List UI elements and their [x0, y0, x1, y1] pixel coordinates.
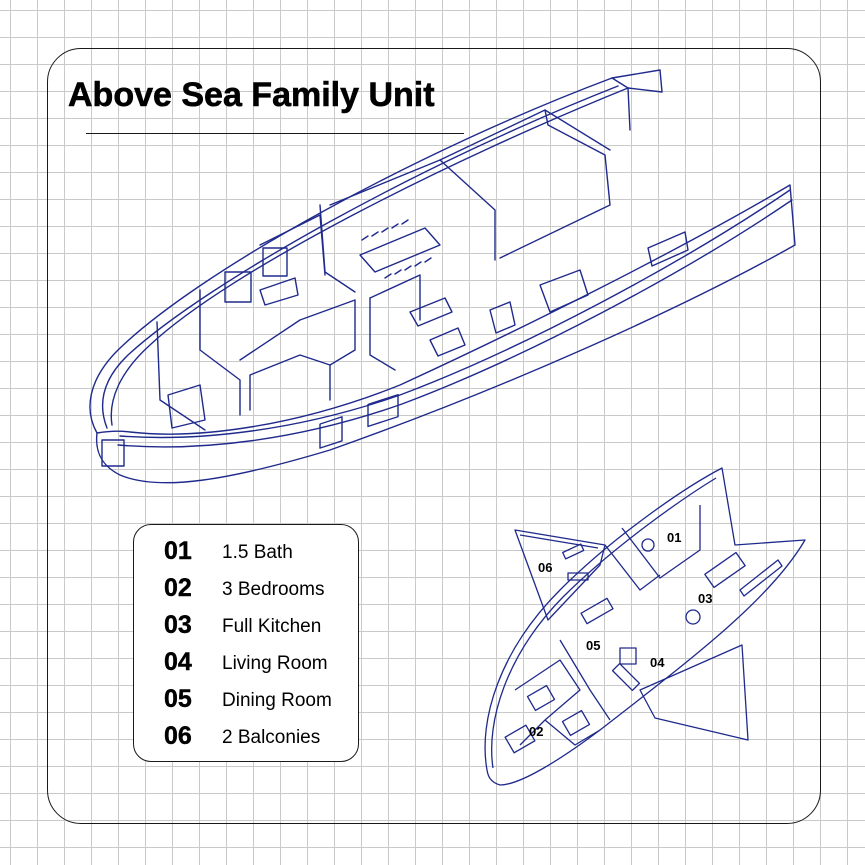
plan-bath-fixture	[642, 539, 654, 551]
plan-dining-table	[581, 598, 613, 623]
plan-label-dining: 05	[586, 638, 601, 653]
plan-bed-2	[527, 686, 554, 711]
plan-kitchen-island	[705, 553, 745, 588]
plan-label-balconies: 06	[538, 560, 553, 575]
plan-label-kitchen: 03	[698, 591, 713, 606]
legend-label: Living Room	[222, 653, 328, 674]
plan-wall-3	[560, 640, 610, 720]
plan-label-bedrooms: 02	[529, 724, 544, 739]
plan-label-bath: 01	[667, 530, 682, 545]
page-title: Above Sea Family Unit	[68, 76, 435, 114]
plan-wall-2	[622, 505, 700, 578]
legend-number: 06	[164, 722, 192, 750]
legend-label: 1.5 Bath	[222, 542, 293, 563]
plan-table	[620, 648, 636, 664]
plan-wall-5	[545, 720, 600, 745]
plan-label-living: 04	[650, 655, 665, 670]
plan-lounger-1	[563, 544, 584, 559]
plan-bed-3	[562, 711, 589, 736]
plan-sofa	[613, 664, 640, 691]
legend-number: 04	[164, 648, 192, 676]
legend-number: 01	[164, 537, 192, 565]
legend-label: Full Kitchen	[222, 616, 322, 637]
legend-label: Dining Room	[222, 690, 332, 711]
legend-label: 2 Balconies	[222, 727, 321, 748]
plan-wall-4	[515, 660, 580, 720]
legend-number: 05	[164, 685, 192, 713]
legend-label: 3 Bedrooms	[222, 579, 325, 600]
legend-number: 03	[164, 611, 192, 639]
legend-number: 02	[164, 574, 192, 602]
plan-round-table	[686, 610, 700, 624]
plan-counter	[740, 560, 782, 596]
